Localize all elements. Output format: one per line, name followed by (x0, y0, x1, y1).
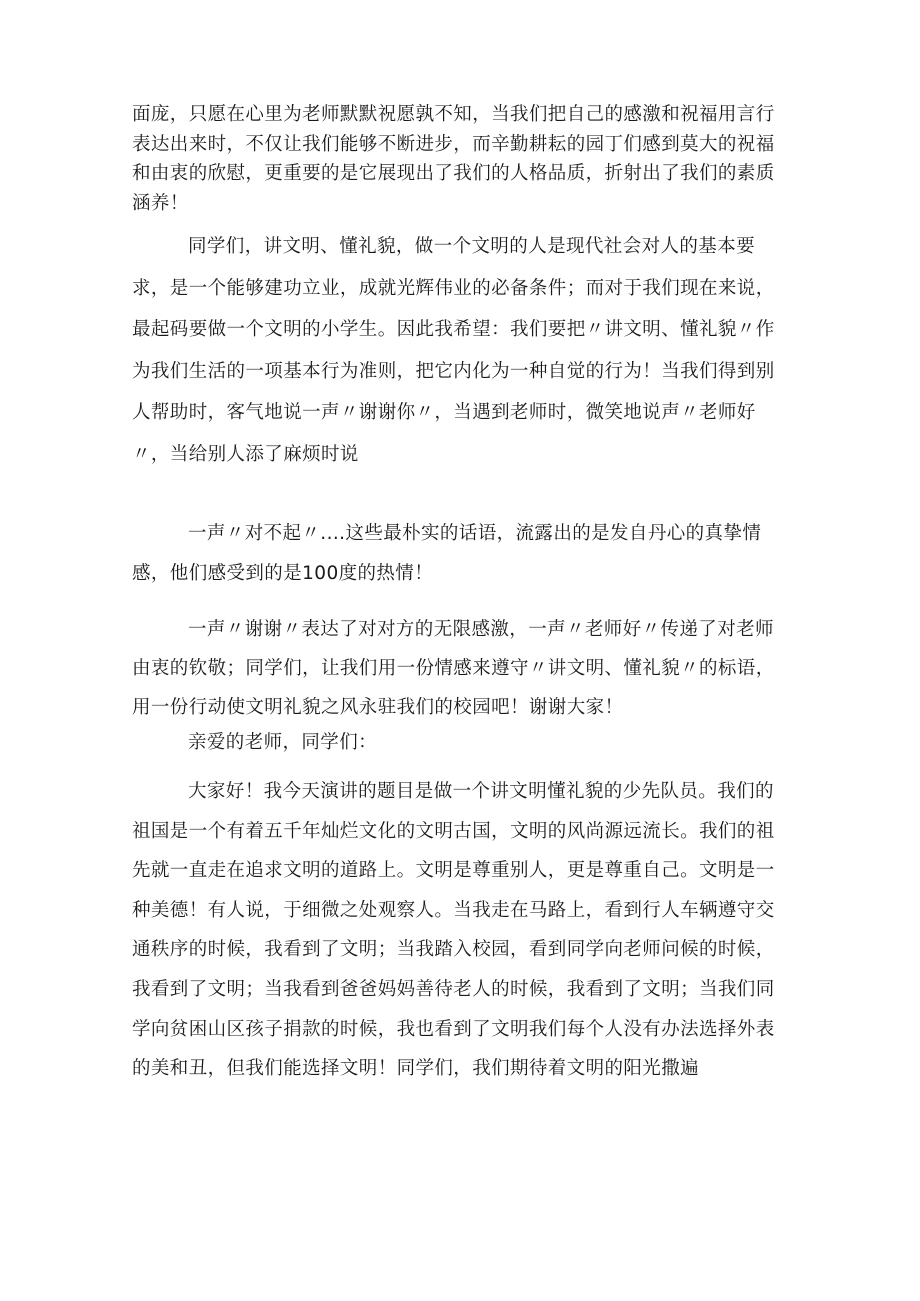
paragraph-6: 大家好！我今天演讲的题目是做一个讲文明懂礼貌的少先队员。我们的祖国是一个有着五千年灿烂文化的文明古国，文明的风尚源远流长。我们的祖先就一直走在追求文明的道路上。文明是尊重别人，更是尊重自己。文明是一种美德！有人说，于细微之处观察人。当我走在马路上，看到行人车辆遵守交通秩序的时候，我看到了文明；当我踏入校园，看到同学向老师问候的时候，我看到了文明；当我看到爸爸妈妈善待老人的时候，我看到了文明；当我们同学向贫困山区孩子捐款的时候，我也看到了文明我们每个人没有办法选择外表的美和丑，但我们能选择文明！同学们，我们期待着文明的阳光撒遍 (132, 781, 775, 1080)
paragraph-5-salutation: 亲爱的老师，同学们： (188, 732, 378, 753)
paragraph-2: 同学们，讲文明、懂礼貌，做一个文明的人是现代社会对人的基本要求，是一个能够建功立业，成就光辉伟业的必备条件；而对于我们现在来说，最起码要做一个文明的小学生。因此我希望：我们要把〃讲文明、懂礼貌〃作为我们生活的一项基本行为准则，把它内化为一种自觉的行为！当我们得到别人帮助时，客气地说一声〃谢谢你〃，当遇到老师时，微笑地说声〃老师好〃，当给别人添了麻烦时说 (132, 236, 775, 465)
paragraph-1: 面庞，只愿在心里为老师默默祝愿孰不知，当我们把自己的感激和祝福用言行表达出来时，不仅让我们能够不断进步，而辛勤耕耘的园丁们感到莫大的祝福和由衷的欣慰，更重要的是它展现出了我们的人格品质，折射出了我们的素质涵养！ (132, 104, 775, 214)
paragraph-3: 一声〃对不起〃....这些最朴实的话语，流露出的是发自丹心的真挚情感，他们感受到的是100度的热情！ (132, 523, 762, 584)
paragraph-4: 一声〃谢谢〃表达了对对方的无限感激，一声〃老师好〃传递了对老师由衷的钦敬；同学们，让我们用一份情感来遵守〃讲文明、懂礼貌〃的标语，用一份行动使文明礼貌之风永驻我们的校园吧！谢谢大家！ (132, 619, 775, 718)
